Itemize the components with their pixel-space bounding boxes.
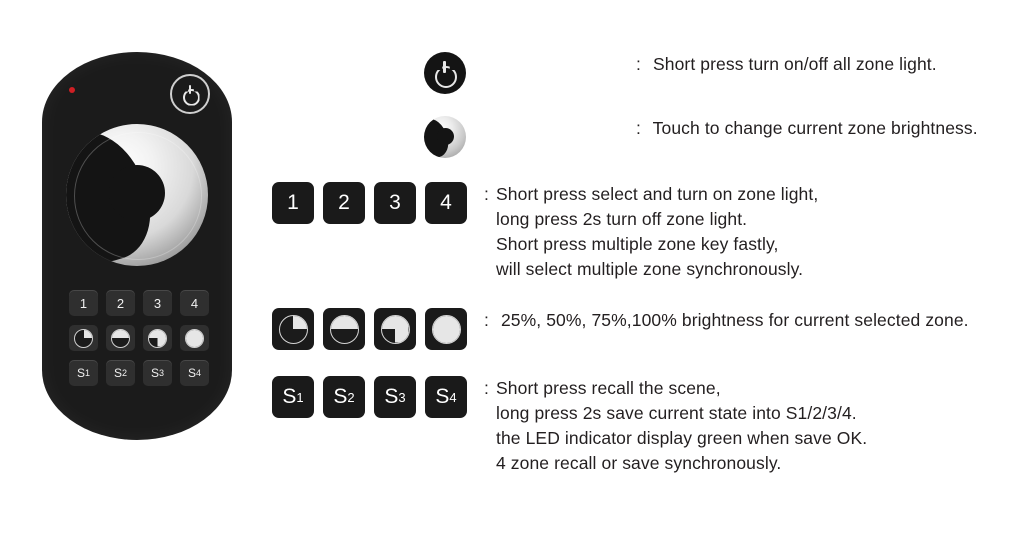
legend-separator: : [636,54,641,74]
legend-separator: : [484,184,489,204]
legend-icon-group-zone-keys [272,182,484,224]
legend-desc-zone-keys [484,182,1012,282]
legend-desc-line: Short press turn on/off all zone light. [652,54,937,74]
brightness-25-key-icon [272,308,314,350]
zone-key-4-icon: 4 [425,182,467,224]
remote-brightness-key-100[interactable] [180,325,209,351]
legend-separator: : [484,378,489,398]
legend-desc-scene-keys [484,376,1012,476]
touch-dimming-wheel-icon [424,116,466,158]
remote-scene-key-s3[interactable]: S 3 [143,360,172,386]
legend-row-wheel [272,116,1012,158]
legend-desc-line: 4 zone recall or save synchronously. [496,453,782,473]
legend-desc-line: the LED indicator display green when save OK. [496,428,868,448]
remote-keypad [69,290,209,395]
legend-row-scene-keys [272,376,1012,476]
remote-zone-key-4[interactable]: 4 [180,290,209,316]
remote-scene-key-s1[interactable]: S 1 [69,360,98,386]
legend-row-zone-keys [272,182,1012,282]
brightness-100-icon [185,329,204,348]
remote-zone-key-1[interactable]: 1 [69,290,98,316]
legend-desc-line: Short press select and turn on zone light, [496,184,819,204]
remote-scene-key-s4[interactable]: S 4 [180,360,209,386]
brightness-50-key-icon [323,308,365,350]
legend-icon-group-brightness-keys [272,308,484,350]
remote-touch-wheel[interactable] [66,124,208,266]
power-icon [424,52,466,94]
scene-key-s4-icon: S 4 [425,376,467,418]
zone-key-1-icon: 1 [272,182,314,224]
legend-desc-wheel [636,116,1012,141]
zone-key-2-icon: 2 [323,182,365,224]
remote-zone-key-2[interactable]: 2 [106,290,135,316]
remote-illustration [42,52,232,440]
remote-brightness-key-row [69,325,209,351]
remote-scene-key-s2[interactable]: S 2 [106,360,135,386]
zone-key-3-icon: 3 [374,182,416,224]
legend-list [272,52,1012,494]
legend-desc-line: long press 2s save current state into S1/2/3/4. [496,403,857,423]
legend-desc-line: Touch to change current zone brightness. [652,118,978,138]
scene-key-s1-icon: S 1 [272,376,314,418]
legend-icon-group-scene-keys [272,376,484,418]
legend-icon-group-wheel [272,116,636,158]
legend-desc-line: will select multiple zone synchronously. [496,259,804,279]
remote-brightness-key-75[interactable] [143,325,172,351]
remote-brightness-key-25[interactable] [69,325,98,351]
remote-zone-key-row [69,290,209,316]
legend-separator: : [484,310,489,330]
legend-desc-line: Short press recall the scene, [496,378,721,398]
legend-desc-power [636,52,1012,77]
brightness-75-icon [148,329,167,348]
legend-desc-line: long press 2s turn off zone light. [496,209,748,229]
scene-key-s2-icon: S 2 [323,376,365,418]
brightness-25-icon [74,329,93,348]
led-indicator [69,87,75,93]
legend-row-power [272,52,1012,94]
legend-icon-group-power [272,52,636,94]
remote-brightness-key-50[interactable] [106,325,135,351]
remote-zone-key-3[interactable]: 3 [143,290,172,316]
remote-scene-key-row [69,360,209,386]
scene-key-s3-icon: S 3 [374,376,416,418]
brightness-75-key-icon [374,308,416,350]
legend-separator: : [636,118,641,138]
legend-desc-line: Short press multiple zone key fastly, [496,234,779,254]
legend-desc-line: 25%, 50%, 75%,100% brightness for current selected zone. [500,310,969,330]
brightness-50-icon [111,329,130,348]
power-icon [183,87,198,102]
legend-row-brightness-keys [272,308,1012,350]
legend-desc-brightness-keys [484,308,1012,333]
brightness-100-key-icon [425,308,467,350]
remote-power-button[interactable] [170,74,210,114]
